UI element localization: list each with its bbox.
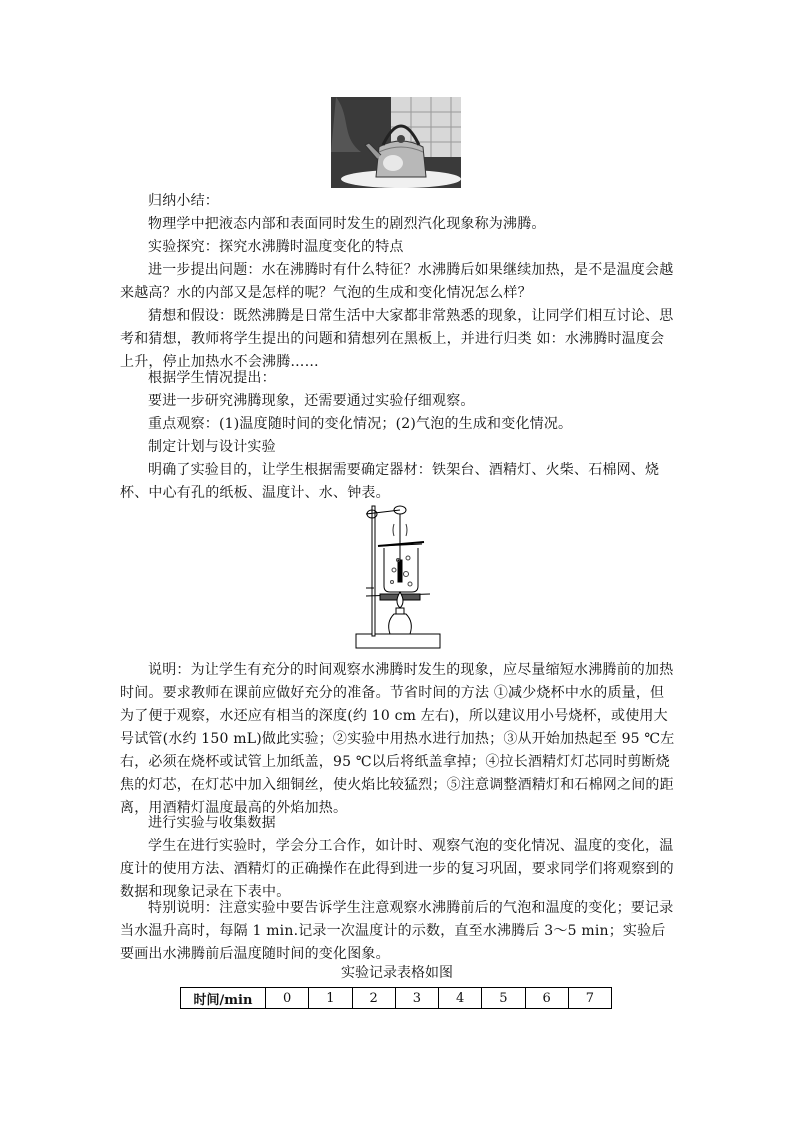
paragraph-special-notes: 特别说明：注意实验中要告诉学生注意观察水沸腾前后的气泡和温度的变化；要记录当水温升高时，每隔 1 min.记录一次温度计的示数，直至水沸腾后 3～5 min；实验后要画出水沸腾前后温度随时间的变化图象。: [120, 900, 674, 962]
table-cell: 6: [525, 988, 568, 1009]
table-cell: 0: [266, 988, 309, 1009]
table-cell: 3: [395, 988, 438, 1009]
paragraph-hypothesis: 猜想和假设：既然沸腾是日常生活中大家都非常熟悉的现象，让同学们相互讨论、思考和猜想，教师将学生提出的问题和猜想列在黑板上，并进行归类 如：水沸腾时温度会上升，停止加热水不会沸腾……: [120, 308, 674, 370]
boiling-apparatus-diagram: [350, 500, 450, 655]
paragraph-plan-title: 制定计划与设计实验: [148, 439, 276, 455]
kettle-photo: [331, 97, 461, 188]
table-cell: 5: [482, 988, 525, 1009]
table-header-cell: 时间/min: [181, 988, 266, 1009]
apparatus-drawing: [350, 500, 450, 655]
paragraph-summary-title: 归纳小结：: [148, 193, 219, 209]
paragraph-experiment-title: 实验探究：探究水沸腾时温度变化的特点: [148, 239, 404, 255]
paragraph-time-saving-notes: 说明：为让学生有充分的时间观察水沸腾时发生的现象，应尽量缩短水沸腾前的加热时间。要求教师在课前应做好充分的准备。节省时间的方法 ①减少烧杯中水的质量，但为了便于观察，水还应有相当的深度(约 10 cm 左右)，所以建议用小号烧杯，或使用大号试管(水约 150 mL)做此实验；②实验中用热水进行加热；③从开始加热起至 95 ℃左右，必须在烧杯或试管上加纸盖，95 ℃以后将纸盖拿掉；④拉长酒精灯灯芯同时剪断烧焦的灯芯，在灯芯中加入细铜丝，使火焰比较猛烈；⑤注意调整酒精灯和石棉网之间的距离，用酒精灯温度最高的外焰加热。: [120, 662, 675, 816]
table-caption: 实验记录表格如图: [341, 965, 453, 981]
table-cell: 1: [309, 988, 352, 1009]
paragraph-collaboration: 学生在进行实验时，学会分工合作，如计时、观察气泡的变化情况、温度的变化，温度计的使用方法、酒精灯的正确操作在此得到进一步的复习巩固，要求同学们将观察到的数据和现象记录在下表中。: [120, 838, 674, 900]
table-cell: 2: [352, 988, 395, 1009]
paragraph-key-observation: 重点观察：(1)温度随时间的变化情况；(2)气泡的生成和变化情况。: [148, 416, 573, 432]
table-cell: 7: [568, 988, 611, 1009]
table-cell: 4: [439, 988, 482, 1009]
table-row: [181, 988, 612, 1009]
paragraph-equipment: 明确了实验目的，让学生根据需要确定器材：铁架台、酒精灯、火柴、石棉网、烧杯、中心有孔的纸板、温度计、水、钟表。: [120, 462, 660, 501]
paragraph-question: 进一步提出问题：水在沸腾时有什么特征？水沸腾后如果继续加热，是不是温度会越来越高？水的内部又是怎样的呢？气泡的生成和变化情况怎么样？: [120, 262, 674, 301]
kettle-image: [331, 97, 461, 188]
paragraph-observe-need: 要进一步研究沸腾现象，还需要通过实验仔细观察。: [148, 393, 475, 409]
paragraph-definition: 物理学中把液态内部和表面同时发生的剧烈汽化现象称为沸腾。: [148, 216, 546, 232]
paragraph-data-collection-title: 进行实验与收集数据: [148, 815, 276, 831]
paragraph-proposal: 根据学生情况提出：: [148, 370, 276, 386]
experiment-record-table: [180, 987, 612, 1009]
